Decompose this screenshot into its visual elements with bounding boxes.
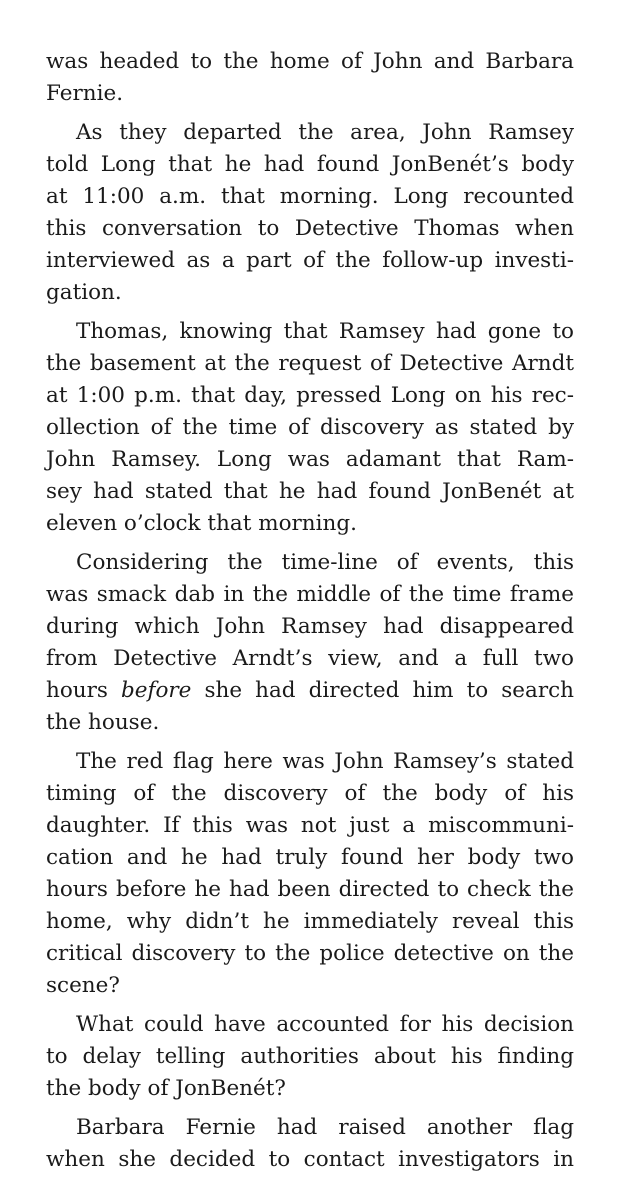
text-line: hours before he had been directed to check the: [46, 877, 574, 902]
text-line: As they departed the area, John Ramsey: [76, 120, 574, 145]
text-line: Barbara Fernie had raised another flag: [76, 1115, 574, 1140]
paragraph-3: [46, 316, 574, 540]
text-line: the basement at the request of Detective Arndt: [46, 351, 574, 376]
text-line: at 1:00 p.m. that day, pressed Long on his rec-: [46, 383, 574, 408]
text-line: daughter. If this was not just a miscommuni-: [46, 813, 574, 838]
text-line: Fernie.: [46, 81, 124, 106]
text-line: interviewed as a part of the follow-up investi-: [46, 248, 574, 273]
paragraph-5: [46, 746, 574, 1002]
text-line: John Ramsey. Long was adamant that Ram-: [46, 447, 574, 472]
text-segment: she had directed him to search: [191, 678, 574, 703]
text-line: this conversation to Detective Thomas when: [46, 216, 574, 241]
text-line: critical discovery to the police detective on the: [46, 941, 574, 966]
text-line: at 11:00 a.m. that morning. Long recounted: [46, 184, 574, 209]
text-line: timing of the discovery of the body of his: [46, 781, 574, 806]
text-line: was headed to the home of John and Barbara: [46, 49, 574, 74]
text-line: home, why didn’t he immediately reveal this: [46, 909, 574, 934]
text-line: The red flag here was John Ramsey’s stated: [76, 749, 574, 774]
text-line: was smack dab in the middle of the time frame: [46, 582, 574, 607]
text-line: eleven o’clock that morning.: [46, 511, 357, 536]
text-line: ollection of the time of discovery as stated by: [46, 415, 574, 440]
text-line: Thomas, knowing that Ramsey had gone to: [76, 319, 574, 344]
text-line: to delay telling authorities about his finding: [46, 1044, 574, 1069]
text-line: scene?: [46, 973, 120, 998]
text-line: from Detective Arndt’s view, and a full two: [46, 646, 574, 671]
text-line: told Long that he had found JonBenét’s body: [46, 152, 574, 177]
text-line: gation.: [46, 280, 122, 305]
text-line: Considering the time-line of events, this: [76, 550, 574, 575]
paragraph-4: [46, 547, 574, 739]
text-line: sey had stated that he had found JonBenét at: [46, 479, 574, 504]
text-line: the house.: [46, 710, 160, 735]
text-line: during which John Ramsey had disappeared: [46, 614, 574, 639]
text-line: cation and he had truly found her body two: [46, 845, 574, 870]
italic-word: before: [121, 678, 192, 703]
text-segment: hours: [46, 678, 122, 703]
text-line-with-italic: [46, 675, 574, 707]
paragraph-7: [46, 1112, 574, 1176]
paragraph-2: [46, 117, 574, 309]
paragraph-1: [46, 46, 574, 110]
paragraph-6: [46, 1009, 574, 1105]
text-line: What could have accounted for his decision: [76, 1012, 574, 1037]
text-line: when she decided to contact investigators in: [46, 1147, 574, 1172]
text-line: the body of JonBenét?: [46, 1076, 286, 1101]
